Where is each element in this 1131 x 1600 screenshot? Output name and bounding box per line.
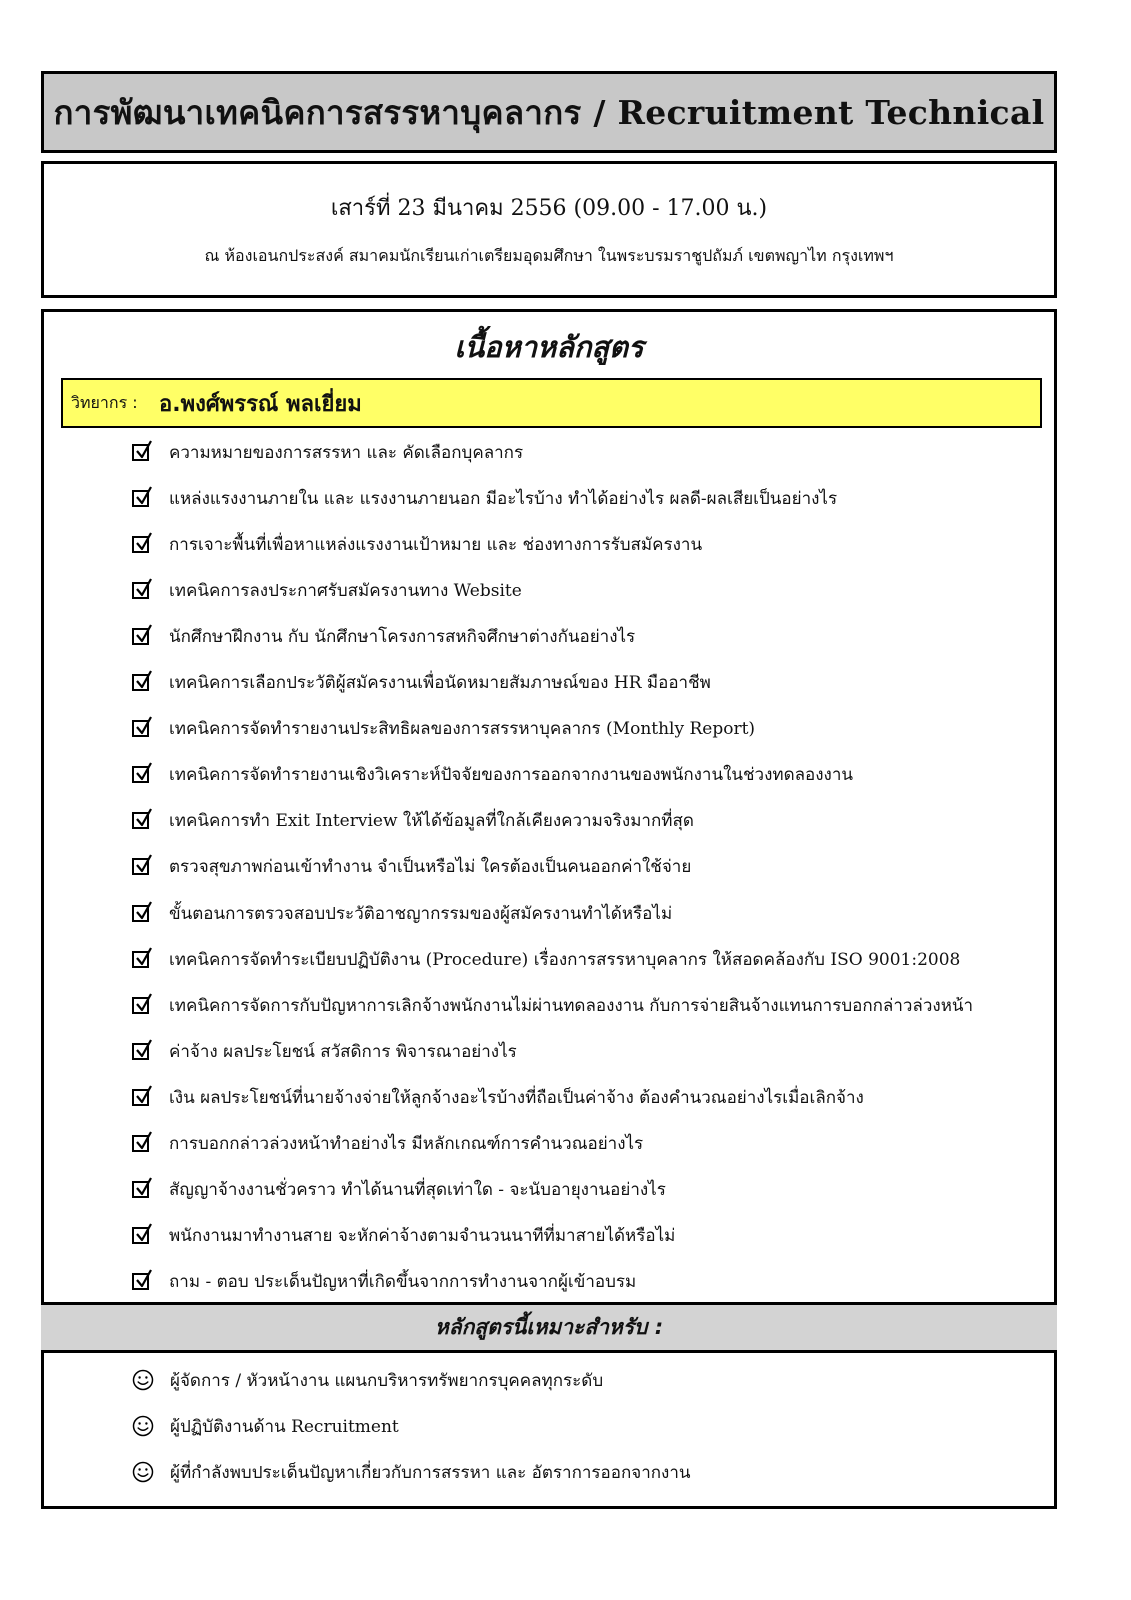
checkbox-checked-icon <box>132 1227 149 1244</box>
checkbox-checked-icon <box>132 1089 149 1106</box>
checkbox-checked-icon <box>132 536 149 553</box>
topic-item <box>132 1033 1044 1069</box>
topic-text: เทคนิคการจัดการกับปัญหาการเลิกจ้างพนักงานไม่ผ่านทดลองงาน กับการจ่ายสินจ้างแทนการบอกกล่าวล่วงหน้า <box>169 995 974 1016</box>
checkbox-checked-icon <box>132 1273 149 1290</box>
page-title: การพัฒนาเทคนิคการสรรหาบุคลากร / Recruitment Technical <box>53 92 1045 132</box>
audience-bar <box>41 1302 1057 1353</box>
topic-item <box>132 665 1044 701</box>
checkbox-checked-icon <box>132 1043 149 1060</box>
event-info-box <box>41 161 1057 298</box>
checkbox-checked-icon <box>132 582 149 599</box>
topic-text: เทคนิคการจัดทำระเบียบปฏิบัติงาน (Procedure) เรื่องการสรรหาบุคลากร ให้สอดคล้องกับ ISO 9001:2008 <box>169 949 961 970</box>
topic-item <box>132 987 1044 1023</box>
instructor-bar <box>61 378 1042 428</box>
topic-item <box>132 803 1044 839</box>
topic-item <box>132 757 1044 793</box>
course-heading: เนื้อหาหลักสูตร <box>454 330 644 364</box>
checkbox-checked-icon <box>132 1181 149 1198</box>
topic-text: เทคนิคการลงประกาศรับสมัครงานทาง Website <box>169 580 522 601</box>
audience-heading: หลักสูตรนี้เหมาะสำหรับ : <box>434 1315 664 1339</box>
topic-item <box>132 618 1044 654</box>
checkbox-checked-icon <box>132 444 149 461</box>
checkbox-checked-icon <box>132 951 149 968</box>
topic-text: ค่าจ้าง ผลประโยชน์ สวัสดิการ พิจารณาอย่างไร <box>169 1041 517 1062</box>
audience-text: ผู้ที่กำลังพบประเด็นปัญหาเกี่ยวกับการสรรหา และ อัตราการออกจากงาน <box>170 1462 691 1483</box>
topic-item <box>132 941 1044 977</box>
smiley-icon <box>132 1461 154 1483</box>
topic-item <box>132 711 1044 747</box>
topic-text: เทคนิคการเลือกประวัติผู้สมัครงานเพื่อนัดหมายสัมภาษณ์ของ HR มืออาชีพ <box>169 673 711 693</box>
course-content-box <box>41 309 1057 1509</box>
event-date: เสาร์ที่ 23 มีนาคม 2556 (09.00 - 17.00 น.) <box>330 196 768 221</box>
topic-item <box>132 1079 1044 1115</box>
topic-item <box>132 849 1044 885</box>
checkbox-checked-icon <box>132 490 149 507</box>
checkbox-checked-icon <box>132 720 149 737</box>
topic-text: เทคนิคการทำ Exit Interview ให้ได้ข้อมูลที่ใกล้เคียงความจริงมากที่สุด <box>169 811 694 832</box>
topic-item <box>132 1172 1044 1208</box>
topic-item <box>132 480 1044 516</box>
topic-text: ขั้นตอนการตรวจสอบประวัติอาชญากรรมของผู้สมัครงานทำได้หรือไม่ <box>169 903 673 924</box>
topic-text: การเจาะพื้นที่เพื่อหาแหล่งแรงงานเป้าหมาย และ ช่องทางการรับสมัครงาน <box>169 534 703 555</box>
checkbox-checked-icon <box>132 905 149 922</box>
topic-text: เทคนิคการจัดทำรายงานเชิงวิเคราะห์ปัจจัยของการออกจากงานของพนักงานในช่วงทดลองงาน <box>169 765 854 786</box>
checkbox-checked-icon <box>132 1135 149 1152</box>
topic-item <box>132 434 1044 470</box>
topic-text: ตรวจสุขภาพก่อนเข้าทำงาน จำเป็นหรือไม่ ใครต้องเป็นคนออกค่าใช้จ่าย <box>169 857 692 878</box>
checkbox-checked-icon <box>132 812 149 829</box>
topic-item <box>132 1126 1044 1162</box>
topic-text: แหล่งแรงงานภายใน และ แรงงานภายนอก มีอะไรบ้าง ทำได้อย่างไร ผลดี-ผลเสียเป็นอย่างไร <box>169 488 838 509</box>
event-location: ณ ห้องเอนกประสงค์ สมาคมนักเรียนเก่าเตรียมอุดมศึกษา ในพระบรมราชูปถัมภ์ เขตพญาไท กรุงเทพฯ <box>204 246 894 265</box>
topic-item <box>132 1264 1044 1300</box>
topic-text: เทคนิคการจัดทำรายงานประสิทธิผลของการสรรหาบุคลากร (Monthly Report) <box>169 719 756 740</box>
checkbox-checked-icon <box>132 997 149 1014</box>
smiley-icon <box>132 1415 154 1437</box>
topic-item <box>132 895 1044 931</box>
topic-text: นักศึกษาฝึกงาน กับ นักศึกษาโครงการสหกิจศึกษาต่างกันอย่างไร <box>169 626 636 647</box>
topic-text: สัญญาจ้างงานชั่วคราว ทำได้นานที่สุดเท่าใด - จะนับอายุงานอย่างไร <box>169 1180 666 1201</box>
audience-text: ผู้ปฏิบัติงานด้าน Recruitment <box>170 1416 399 1437</box>
topic-item <box>132 1218 1044 1254</box>
audience-item <box>132 1408 1044 1444</box>
audience-text: ผู้จัดการ / หัวหน้างาน แผนกบริหารทรัพยากรบุคคลทุกระดับ <box>170 1370 604 1391</box>
checkbox-checked-icon <box>132 858 149 875</box>
audience-item <box>132 1454 1044 1490</box>
instructor-name: อ.พงศ์พรรณ์ พลเยี่ยม <box>159 391 362 417</box>
topic-item <box>132 526 1044 562</box>
smiley-icon <box>132 1369 154 1391</box>
checkbox-checked-icon <box>132 674 149 691</box>
title-banner <box>41 71 1057 153</box>
topic-text: ความหมายของการสรรหา และ คัดเลือกบุคลากร <box>169 442 524 463</box>
topic-text: พนักงานมาทำงานสาย จะหักค่าจ้างตามจำนวนนาทีที่มาสายได้หรือไม่ <box>169 1226 676 1247</box>
instructor-label: วิทยากร : <box>71 392 138 412</box>
topic-item <box>132 572 1044 608</box>
checkbox-checked-icon <box>132 766 149 783</box>
topic-text: การบอกกล่าวล่วงหน้าทำอย่างไร มีหลักเกณฑ์การคำนวณอย่างไร <box>169 1134 644 1154</box>
topic-text: เงิน ผลประโยชน์ที่นายจ้างจ่ายให้ลูกจ้างอะไรบ้างที่ถือเป็นค่าจ้าง ต้องคำนวณอย่างไรเมื่อเลิกจ้าง <box>169 1087 864 1108</box>
checkbox-checked-icon <box>132 628 149 645</box>
audience-item <box>132 1362 1044 1398</box>
topic-text: ถาม - ตอบ ประเด็นปัญหาที่เกิดขึ้นจากการทำงานจากผู้เข้าอบรม <box>169 1272 637 1293</box>
